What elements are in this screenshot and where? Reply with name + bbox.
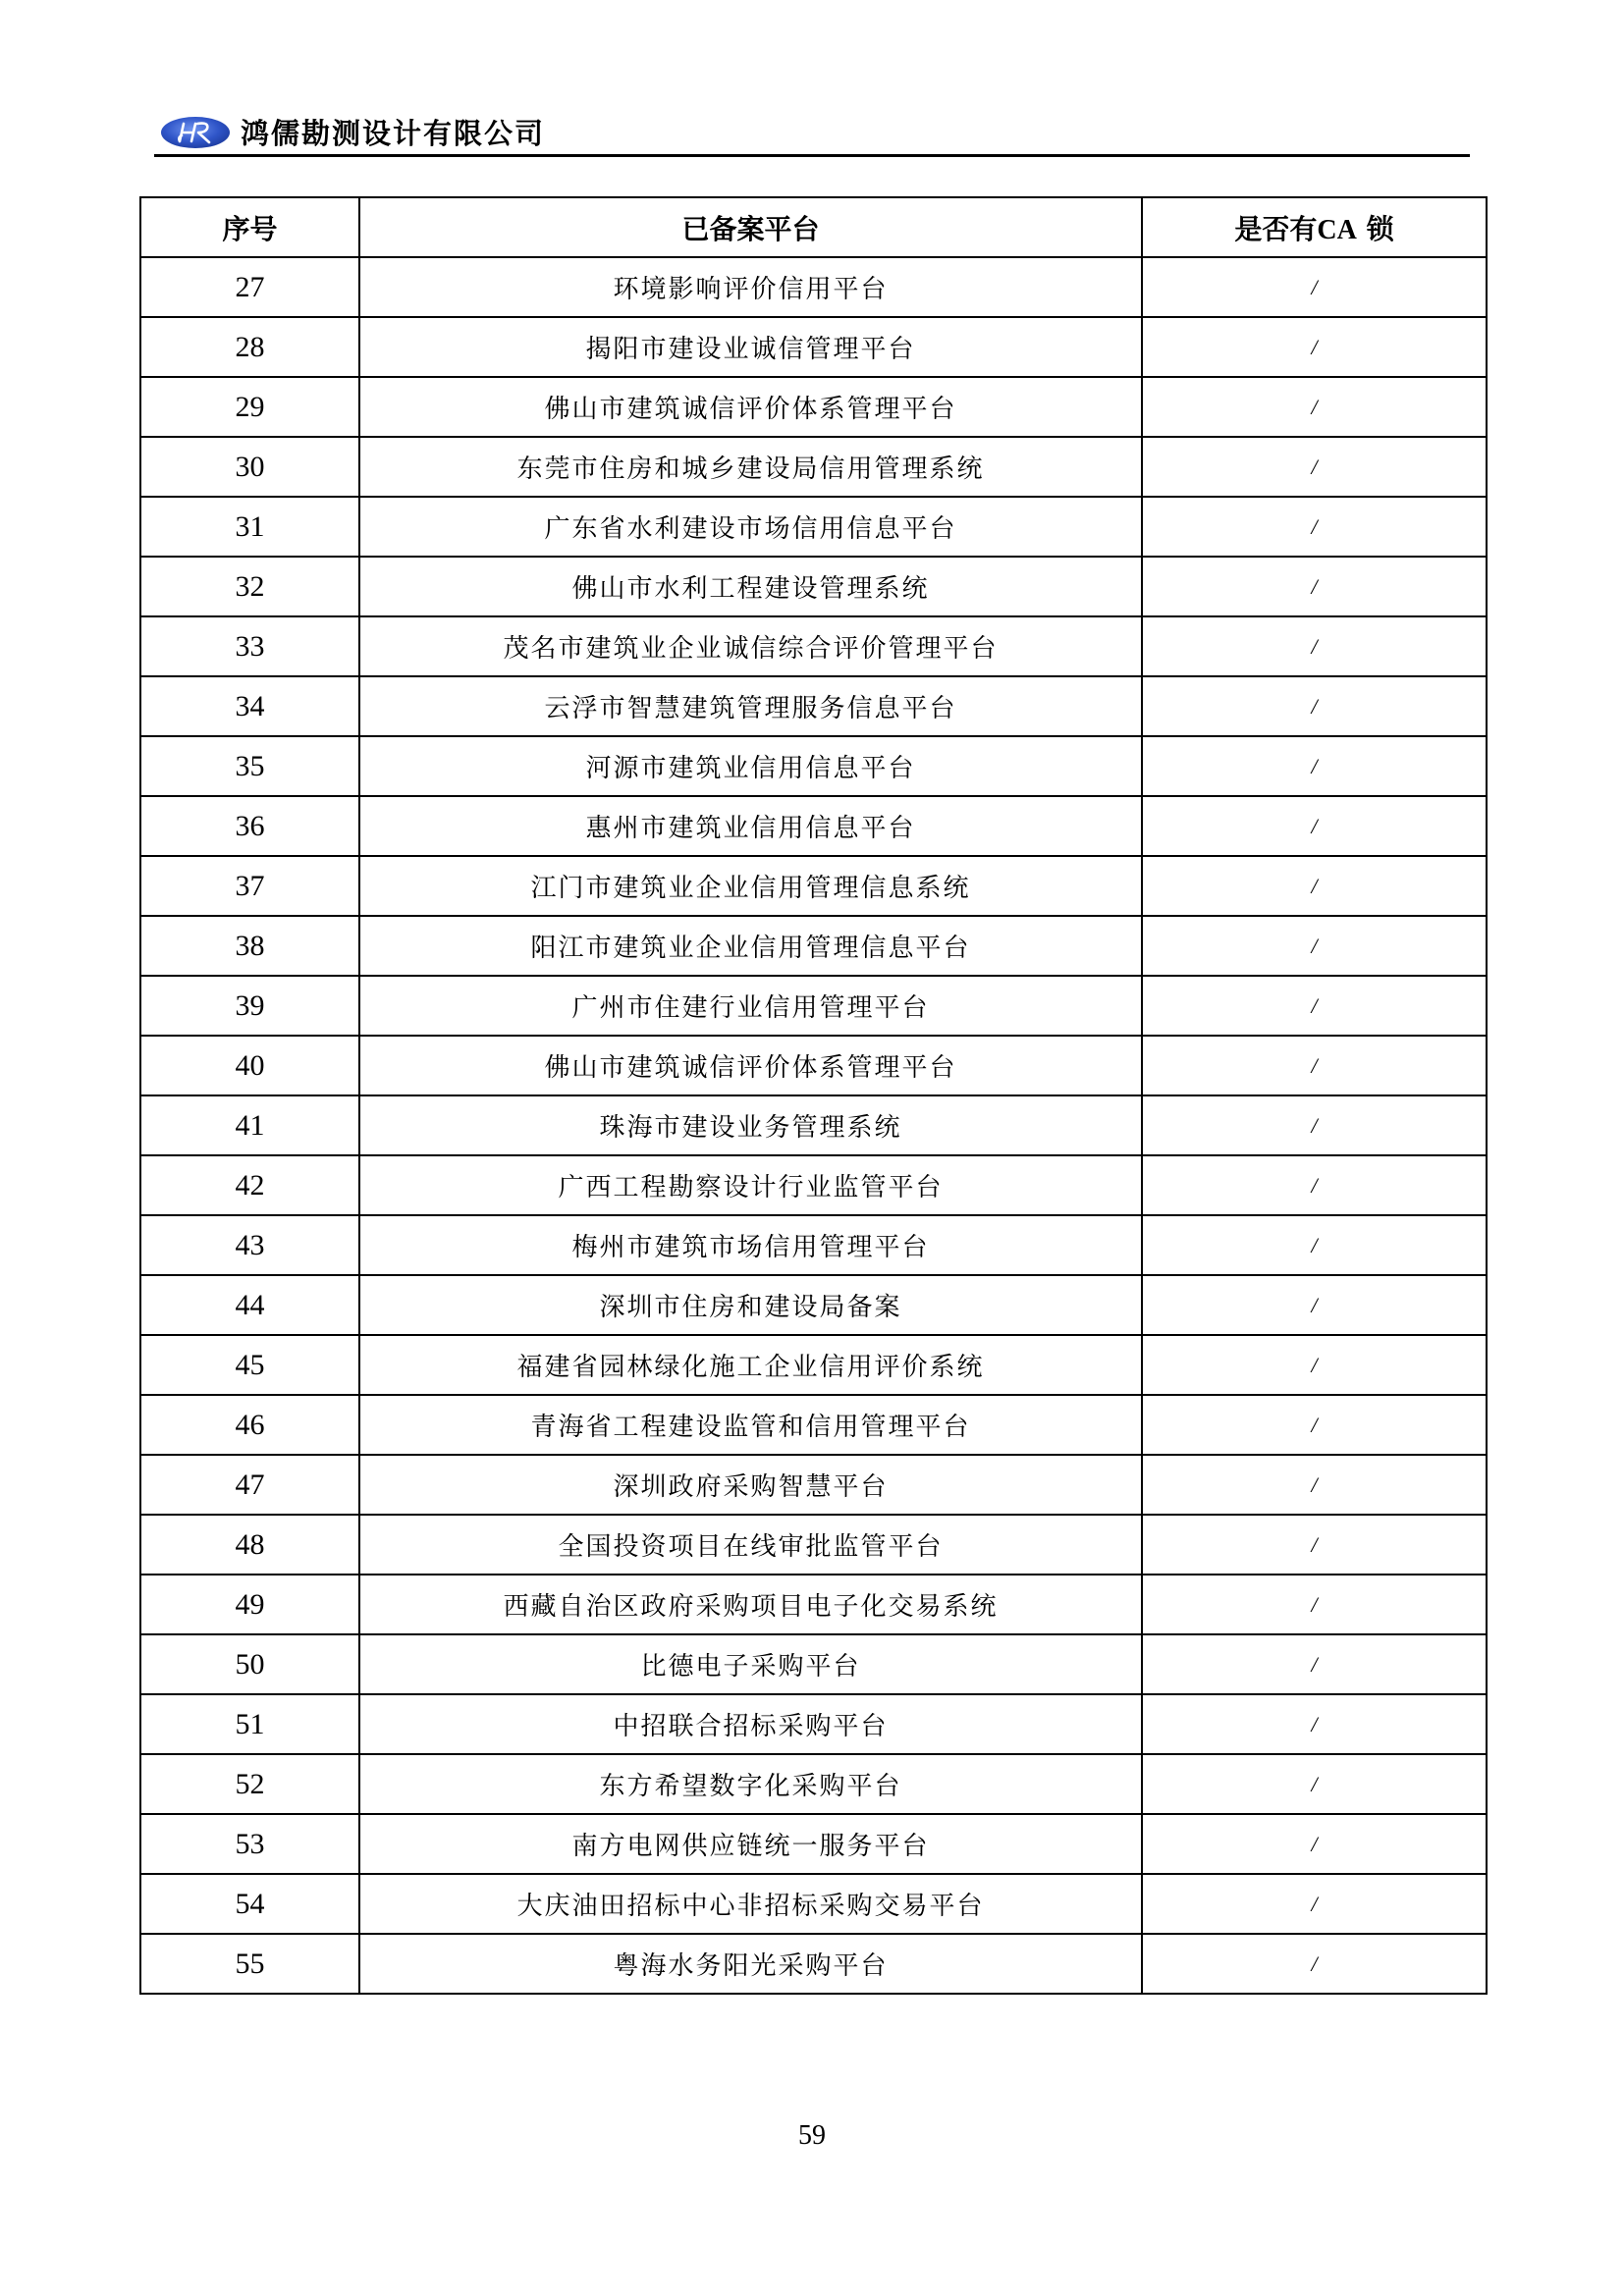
row-platform-name: 粤海水务阳光采购平台 <box>359 1934 1142 1994</box>
row-platform-name: 阳江市建筑业企业信用管理信息平台 <box>359 916 1142 976</box>
row-platform-name: 梅州市建筑市场信用管理平台 <box>359 1215 1142 1275</box>
row-number: 48 <box>140 1515 359 1575</box>
table-row <box>140 856 1487 916</box>
row-ca-lock-status: / <box>1142 1455 1487 1515</box>
table-row <box>140 497 1487 557</box>
row-ca-lock-status: / <box>1142 856 1487 916</box>
table-row <box>140 257 1487 317</box>
table-row <box>140 1934 1487 1994</box>
column-header-number: 序号 <box>140 197 359 257</box>
row-platform-name: 全国投资项目在线审批监管平台 <box>359 1515 1142 1575</box>
row-platform-name: 南方电网供应链统一服务平台 <box>359 1814 1142 1874</box>
table-row <box>140 1395 1487 1455</box>
row-platform-name: 东莞市住房和城乡建设局信用管理系统 <box>359 437 1142 497</box>
row-platform-name: 东方希望数字化采购平台 <box>359 1754 1142 1814</box>
row-ca-lock-status: / <box>1142 796 1487 856</box>
row-number: 46 <box>140 1395 359 1455</box>
table-row <box>140 1215 1487 1275</box>
row-platform-name: 茂名市建筑业企业诚信综合评价管理平台 <box>359 616 1142 676</box>
row-ca-lock-status: / <box>1142 1215 1487 1275</box>
row-ca-lock-status: / <box>1142 1634 1487 1694</box>
row-ca-lock-status: / <box>1142 1335 1487 1395</box>
row-number: 32 <box>140 557 359 616</box>
row-number: 47 <box>140 1455 359 1515</box>
row-ca-lock-status: / <box>1142 437 1487 497</box>
row-platform-name: 珠海市建设业务管理系统 <box>359 1095 1142 1155</box>
table-row <box>140 1095 1487 1155</box>
page-header <box>154 110 1470 159</box>
row-number: 40 <box>140 1036 359 1095</box>
row-ca-lock-status: / <box>1142 1395 1487 1455</box>
row-platform-name: 江门市建筑业企业信用管理信息系统 <box>359 856 1142 916</box>
row-ca-lock-status: / <box>1142 976 1487 1036</box>
row-platform-name: 西藏自治区政府采购项目电子化交易系统 <box>359 1575 1142 1634</box>
table-header-row <box>140 197 1487 257</box>
row-platform-name: 佛山市建筑诚信评价体系管理平台 <box>359 377 1142 437</box>
row-number: 54 <box>140 1874 359 1934</box>
row-number: 31 <box>140 497 359 557</box>
table-row <box>140 1694 1487 1754</box>
row-ca-lock-status: / <box>1142 1814 1487 1874</box>
platforms-table-container <box>139 196 1486 1995</box>
row-ca-lock-status: / <box>1142 1754 1487 1814</box>
row-ca-lock-status: / <box>1142 616 1487 676</box>
row-number: 44 <box>140 1275 359 1335</box>
ca-lock-suffix: 锁 <box>1366 212 1394 245</box>
row-number: 27 <box>140 257 359 317</box>
row-ca-lock-status: / <box>1142 1515 1487 1575</box>
table-row <box>140 736 1487 796</box>
table-row <box>140 1155 1487 1215</box>
row-number: 55 <box>140 1934 359 1994</box>
row-platform-name: 广东省水利建设市场信用信息平台 <box>359 497 1142 557</box>
row-platform-name: 深圳市住房和建设局备案 <box>359 1275 1142 1335</box>
row-ca-lock-status: / <box>1142 1155 1487 1215</box>
table-row <box>140 616 1487 676</box>
table-row <box>140 1335 1487 1395</box>
row-platform-name: 广西工程勘察设计行业监管平台 <box>359 1155 1142 1215</box>
row-number: 34 <box>140 676 359 736</box>
table-row <box>140 916 1487 976</box>
row-ca-lock-status: / <box>1142 557 1487 616</box>
row-platform-name: 福建省园林绿化施工企业信用评价系统 <box>359 1335 1142 1395</box>
row-number: 29 <box>140 377 359 437</box>
table-row <box>140 557 1487 616</box>
row-ca-lock-status: / <box>1142 1874 1487 1934</box>
row-number: 42 <box>140 1155 359 1215</box>
ca-lock-latin: CA <box>1317 214 1357 245</box>
row-platform-name: 深圳政府采购智慧平台 <box>359 1455 1142 1515</box>
row-number: 30 <box>140 437 359 497</box>
table-row <box>140 1455 1487 1515</box>
row-platform-name: 大庆油田招标中心非招标采购交易平台 <box>359 1874 1142 1934</box>
table-row <box>140 317 1487 377</box>
table-row <box>140 1634 1487 1694</box>
table-row <box>140 1874 1487 1934</box>
table-row <box>140 1275 1487 1335</box>
row-platform-name: 广州市住建行业信用管理平台 <box>359 976 1142 1036</box>
row-ca-lock-status: / <box>1142 676 1487 736</box>
row-ca-lock-status: / <box>1142 1575 1487 1634</box>
row-ca-lock-status: / <box>1142 736 1487 796</box>
row-platform-name: 佛山市水利工程建设管理系统 <box>359 557 1142 616</box>
row-ca-lock-status: / <box>1142 1275 1487 1335</box>
row-number: 50 <box>140 1634 359 1694</box>
row-number: 39 <box>140 976 359 1036</box>
row-ca-lock-status: / <box>1142 1934 1487 1994</box>
row-ca-lock-status: / <box>1142 916 1487 976</box>
row-number: 38 <box>140 916 359 976</box>
header-divider <box>154 154 1470 157</box>
table-row <box>140 1036 1487 1095</box>
row-platform-name: 佛山市建筑诚信评价体系管理平台 <box>359 1036 1142 1095</box>
row-ca-lock-status: / <box>1142 1036 1487 1095</box>
table-row <box>140 1575 1487 1634</box>
row-number: 28 <box>140 317 359 377</box>
row-ca-lock-status: / <box>1142 1694 1487 1754</box>
row-number: 36 <box>140 796 359 856</box>
row-ca-lock-status: / <box>1142 497 1487 557</box>
row-number: 51 <box>140 1694 359 1754</box>
row-number: 52 <box>140 1754 359 1814</box>
table-body <box>140 257 1487 1994</box>
company-logo-icon <box>160 116 231 149</box>
row-number: 37 <box>140 856 359 916</box>
column-header-ca-lock <box>1142 197 1487 257</box>
table-row <box>140 1814 1487 1874</box>
row-platform-name: 惠州市建筑业信用信息平台 <box>359 796 1142 856</box>
table-row <box>140 377 1487 437</box>
row-ca-lock-status: / <box>1142 257 1487 317</box>
row-number: 41 <box>140 1095 359 1155</box>
row-ca-lock-status: / <box>1142 377 1487 437</box>
row-number: 45 <box>140 1335 359 1395</box>
table-row <box>140 796 1487 856</box>
row-number: 35 <box>140 736 359 796</box>
registered-platforms-table <box>139 196 1488 1995</box>
table-row <box>140 1515 1487 1575</box>
row-platform-name: 比德电子采购平台 <box>359 1634 1142 1694</box>
row-number: 49 <box>140 1575 359 1634</box>
table-row <box>140 976 1487 1036</box>
row-platform-name: 揭阳市建设业诚信管理平台 <box>359 317 1142 377</box>
row-platform-name: 中招联合招标采购平台 <box>359 1694 1142 1754</box>
row-platform-name: 环境影响评价信用平台 <box>359 257 1142 317</box>
row-platform-name: 青海省工程建设监管和信用管理平台 <box>359 1395 1142 1455</box>
row-ca-lock-status: / <box>1142 1095 1487 1155</box>
ca-lock-prefix: 是否有 <box>1234 212 1318 245</box>
table-row <box>140 437 1487 497</box>
row-number: 43 <box>140 1215 359 1275</box>
row-number: 53 <box>140 1814 359 1874</box>
row-number: 33 <box>140 616 359 676</box>
row-ca-lock-status: / <box>1142 317 1487 377</box>
company-name: 鸿儒勘测设计有限公司 <box>241 117 546 150</box>
row-platform-name: 河源市建筑业信用信息平台 <box>359 736 1142 796</box>
page-number: 59 <box>798 2120 826 2151</box>
column-header-platform: 已备案平台 <box>359 197 1142 257</box>
table-row <box>140 1754 1487 1814</box>
row-platform-name: 云浮市智慧建筑管理服务信息平台 <box>359 676 1142 736</box>
table-row <box>140 676 1487 736</box>
